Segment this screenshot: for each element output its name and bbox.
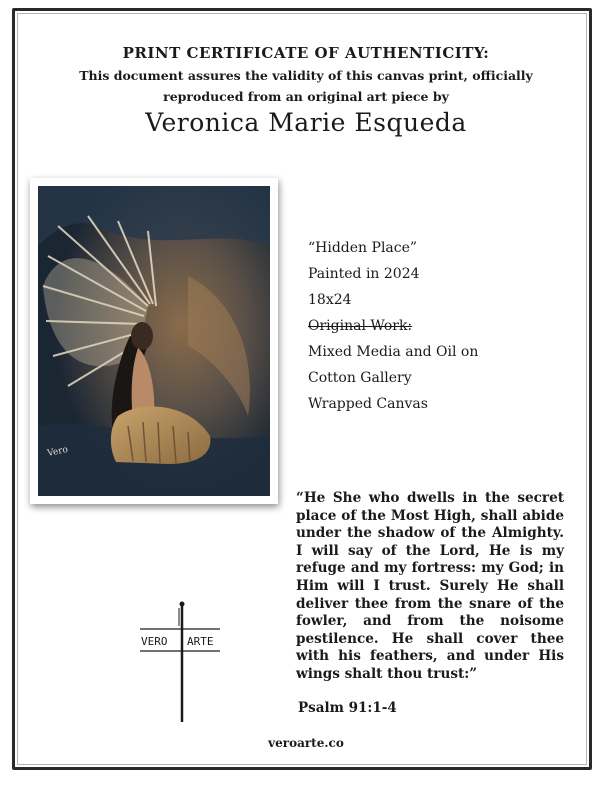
artwork-medium-line2: Cotton Gallery — [308, 370, 412, 386]
certificate-intro-line1: This document assures the validity of this canvas print, officially — [79, 68, 533, 83]
artwork-original-label: Original Work: — [308, 318, 413, 334]
website-link[interactable]: veroarte.co — [268, 736, 344, 750]
artwork-image — [30, 178, 278, 504]
artwork-medium-line1: Mixed Media and Oil on — [308, 344, 479, 360]
artwork-title: “Hidden Place” — [308, 240, 418, 256]
scripture-verse: “He She who dwells in the secret place of the Most High, shall abide under the shadow of the Almighty. I will say of the Lord, He is my refuge and my fortress: my God; in Him will I trust. Surely He shall deliver thee from the snare of the fowler, and from the noisome pestilence. He shall cover thee with his feathers, and under His wings shalt thou trust:” — [296, 490, 564, 682]
certificate-intro-line2: reproduced from an original art piece by — [163, 89, 449, 104]
artist-name: Veronica Marie Esqueda — [145, 108, 467, 137]
scripture-reference: Psalm 91:1-4 — [298, 700, 397, 716]
artwork-medium-line3: Wrapped Canvas — [308, 396, 428, 412]
artwork-details — [308, 235, 478, 417]
logo-left-text: VERO — [141, 635, 168, 648]
vero-arte-logo — [135, 596, 225, 726]
artwork-year: Painted in 2024 — [308, 266, 420, 282]
cross-icon — [135, 596, 225, 726]
logo-right-text: ARTE — [187, 635, 214, 648]
certificate-title: PRINT CERTIFICATE OF AUTHENTICITY: — [122, 44, 490, 62]
artwork-size: 18x24 — [308, 292, 352, 308]
svg-text:Vero: Vero — [46, 444, 69, 459]
artwork-painting — [38, 186, 270, 496]
